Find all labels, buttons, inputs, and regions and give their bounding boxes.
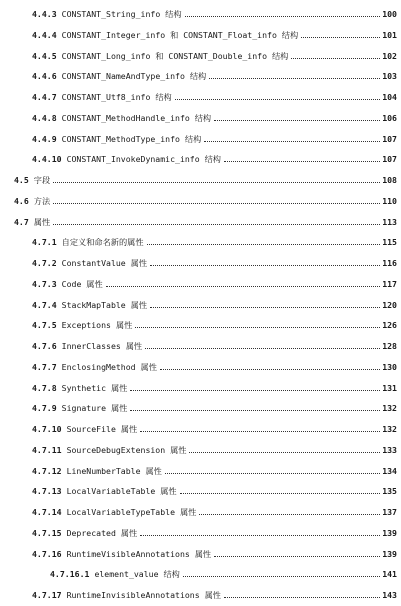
toc-entry-page: 104 — [382, 92, 397, 102]
toc-leader-dots — [209, 70, 380, 79]
toc-entry-number: 4.7.3 — [32, 278, 57, 289]
toc-entry-title: CONSTANT_MethodHandle_info 结构 — [61, 112, 212, 123]
toc-entry-number: 4.7.15 — [32, 527, 62, 538]
toc-entry-number: 4.7.10 — [32, 424, 62, 434]
toc-entry-page: 128 — [382, 341, 397, 351]
toc-leader-dots — [175, 91, 381, 100]
toc-entry-page: 132 — [382, 424, 397, 434]
toc-entry-number: 4.4.8 — [32, 112, 57, 123]
toc-entry-number: 4.4.7 — [32, 92, 57, 102]
toc-entry-page: 130 — [382, 361, 397, 372]
toc-entry-page: 115 — [382, 237, 397, 248]
toc-entry[interactable] — [0, 150, 401, 164]
toc-entry-title: Deprecated 属性 — [66, 527, 138, 538]
toc-leader-dots — [185, 8, 381, 17]
toc-entry-title: element_value 结构 — [94, 569, 180, 580]
toc-leader-dots — [291, 50, 380, 59]
toc-entry-title: 属性 — [33, 216, 51, 227]
toc-entry-number: 4.5 — [14, 175, 29, 185]
toc-entry-page: 117 — [382, 278, 397, 289]
toc-entry[interactable] — [0, 337, 401, 351]
toc-entry-title: 方法 — [33, 195, 51, 206]
toc-entry-number: 4.7.11 — [32, 444, 62, 455]
toc-entry-number: 4.7.17 — [32, 590, 62, 600]
toc-leader-dots — [165, 465, 380, 474]
toc-entry-title: SourceFile 属性 — [66, 424, 138, 434]
toc-entry-page: 135 — [382, 486, 397, 497]
toc-leader-dots — [150, 257, 380, 266]
toc-entry-title: SourceDebugExtension 属性 — [66, 444, 187, 455]
toc-entry-number: 4.6 — [14, 195, 29, 206]
toc-entry-title: Code 属性 — [61, 278, 103, 289]
toc-entry-title: RuntimeInvisibleAnnotations 属性 — [66, 590, 221, 600]
toc-entry[interactable] — [0, 565, 401, 579]
toc-entry-page: 141 — [382, 569, 397, 580]
toc-entry-title: CONSTANT_NameAndType_info 结构 — [61, 71, 207, 82]
toc-leader-dots — [53, 216, 380, 225]
toc-entry[interactable] — [0, 545, 401, 559]
toc-entry[interactable] — [0, 47, 401, 61]
toc-leader-dots — [224, 589, 380, 598]
toc-entry-page: 116 — [382, 258, 397, 268]
toc-entry-page: 110 — [382, 195, 397, 206]
toc-entry-title: CONSTANT_Long_info 和 CONSTANT_Double_info 结构 — [61, 50, 289, 61]
toc-entry[interactable] — [0, 275, 401, 289]
toc-entry[interactable] — [0, 399, 401, 413]
toc-entry[interactable] — [0, 482, 401, 496]
toc-entry-page: 131 — [382, 382, 397, 393]
toc-entry-page: 143 — [382, 590, 397, 600]
toc-entry-number: 4.7.16 — [32, 548, 62, 559]
toc-entry-title: CONSTANT_InvokeDynamic_info 结构 — [66, 154, 221, 165]
toc-entry-title: CONSTANT_Integer_info 和 CONSTANT_Float_info 结构 — [61, 29, 299, 40]
toc-entry[interactable] — [0, 26, 401, 40]
toc-entry-number: 4.4.9 — [32, 133, 57, 144]
toc-entry[interactable] — [0, 379, 401, 393]
toc-leader-dots — [140, 423, 380, 432]
toc-entry-title: LineNumberTable 属性 — [66, 465, 162, 476]
toc-leader-dots — [147, 236, 381, 245]
toc-entry[interactable] — [0, 171, 401, 185]
toc-entry-page: 139 — [382, 527, 397, 538]
toc-entry[interactable] — [0, 462, 401, 476]
toc-entry[interactable] — [0, 503, 401, 517]
toc-entry[interactable] — [0, 254, 401, 268]
toc-entry[interactable] — [0, 358, 401, 372]
toc-entry-title: EnclosingMethod 属性 — [61, 361, 157, 372]
toc-entry-number: 4.7.9 — [32, 403, 57, 414]
toc-entry-page: 113 — [382, 216, 397, 227]
toc-leader-dots — [130, 382, 380, 391]
toc-entry-page: 133 — [382, 444, 397, 455]
toc-entry-title: Signature 属性 — [61, 403, 128, 414]
toc-entry-page: 106 — [382, 112, 397, 123]
toc-entry-title: CONSTANT_MethodType_info 结构 — [61, 133, 202, 144]
toc-entry-page: 126 — [382, 320, 397, 331]
toc-entry-number: 4.7.1 — [32, 237, 57, 248]
toc-leader-dots — [204, 133, 380, 142]
toc-entry-number: 4.4.5 — [32, 50, 57, 61]
toc-entry-title: ConstantValue 属性 — [61, 258, 148, 268]
toc-entry-title: CONSTANT_Utf8_info 结构 — [61, 92, 172, 102]
toc-entry[interactable] — [0, 5, 401, 19]
toc-leader-dots — [53, 174, 380, 183]
toc-leader-dots — [130, 402, 380, 411]
toc-entry-number: 4.7.4 — [32, 299, 57, 310]
toc-entry-page: 107 — [382, 133, 397, 144]
toc-leader-dots — [160, 361, 380, 370]
toc-entry[interactable] — [0, 109, 401, 123]
toc-entry[interactable] — [0, 192, 401, 206]
toc-entry-number: 4.7.16.1 — [50, 569, 90, 580]
toc-leader-dots — [214, 548, 380, 557]
toc-leader-dots — [301, 29, 380, 38]
toc-entry-number: 4.4.6 — [32, 71, 57, 82]
toc-entry-page: 134 — [382, 465, 397, 476]
toc-entry-page: 102 — [382, 50, 397, 61]
toc-leader-dots — [180, 485, 381, 494]
toc-leader-dots — [140, 527, 380, 536]
toc-entry[interactable] — [0, 213, 401, 227]
toc-entry-title: RuntimeVisibleAnnotations 属性 — [66, 548, 212, 559]
toc-entry[interactable] — [0, 88, 401, 102]
toc-entry-number: 4.7 — [14, 216, 29, 227]
toc-entry-title: 字段 — [33, 175, 51, 185]
toc-entry-page: 137 — [382, 507, 397, 517]
toc-leader-dots — [145, 340, 380, 349]
toc-entry[interactable] — [0, 233, 401, 247]
toc-entry-page: 103 — [382, 71, 397, 82]
toc-entry[interactable] — [0, 441, 401, 455]
toc-entry-number: 4.7.14 — [32, 507, 62, 517]
toc-entry[interactable] — [0, 586, 401, 600]
toc-entry-number: 4.7.12 — [32, 465, 62, 476]
toc-entry-title: InnerClasses 属性 — [61, 341, 143, 351]
toc-entry-title: CONSTANT_String_info 结构 — [61, 9, 182, 19]
toc-entry-number: 4.7.8 — [32, 382, 57, 393]
toc-entry[interactable] — [0, 420, 401, 434]
toc-entry-number: 4.7.13 — [32, 486, 62, 497]
toc-leader-dots — [183, 568, 380, 577]
toc-entry-number: 4.7.7 — [32, 361, 57, 372]
toc-entry[interactable] — [0, 67, 401, 81]
toc-entry-title: LocalVariableTypeTable 属性 — [66, 507, 197, 517]
toc-entry-number: 4.7.6 — [32, 341, 57, 351]
toc-entry[interactable] — [0, 296, 401, 310]
toc-leader-dots — [150, 299, 380, 308]
toc-leader-dots — [214, 112, 380, 121]
toc-entry-page: 120 — [382, 299, 397, 310]
toc-entry-title: Synthetic 属性 — [61, 382, 128, 393]
toc-entry-page: 107 — [382, 154, 397, 165]
toc-leader-dots — [53, 195, 380, 204]
toc-entry-title: 自定义和命名新的属性 — [61, 237, 144, 248]
toc-entry-title: LocalVariableTable 属性 — [66, 486, 177, 497]
toc-leader-dots — [135, 319, 380, 328]
toc-leader-dots — [199, 506, 380, 515]
toc-entry-title: Exceptions 属性 — [61, 320, 133, 331]
toc-leader-dots — [189, 444, 380, 453]
toc-entry-number: 4.7.5 — [32, 320, 57, 331]
toc-entry-page: 101 — [382, 29, 397, 40]
toc-entry-page: 139 — [382, 548, 397, 559]
toc-entry-number: 4.4.10 — [32, 154, 62, 165]
toc-entry-number: 4.4.4 — [32, 29, 57, 40]
toc-leader-dots — [224, 153, 380, 162]
toc-entry-number: 4.7.2 — [32, 258, 57, 268]
toc-entry[interactable] — [0, 524, 401, 538]
toc-entry[interactable] — [0, 316, 401, 330]
toc-entry-page: 132 — [382, 403, 397, 414]
toc-entry-page: 108 — [382, 175, 397, 185]
toc-entry-page: 100 — [382, 9, 397, 19]
toc-entry[interactable] — [0, 130, 401, 144]
toc-leader-dots — [106, 278, 381, 287]
toc-entry-number: 4.4.3 — [32, 9, 57, 19]
toc-entry-title: StackMapTable 属性 — [61, 299, 148, 310]
